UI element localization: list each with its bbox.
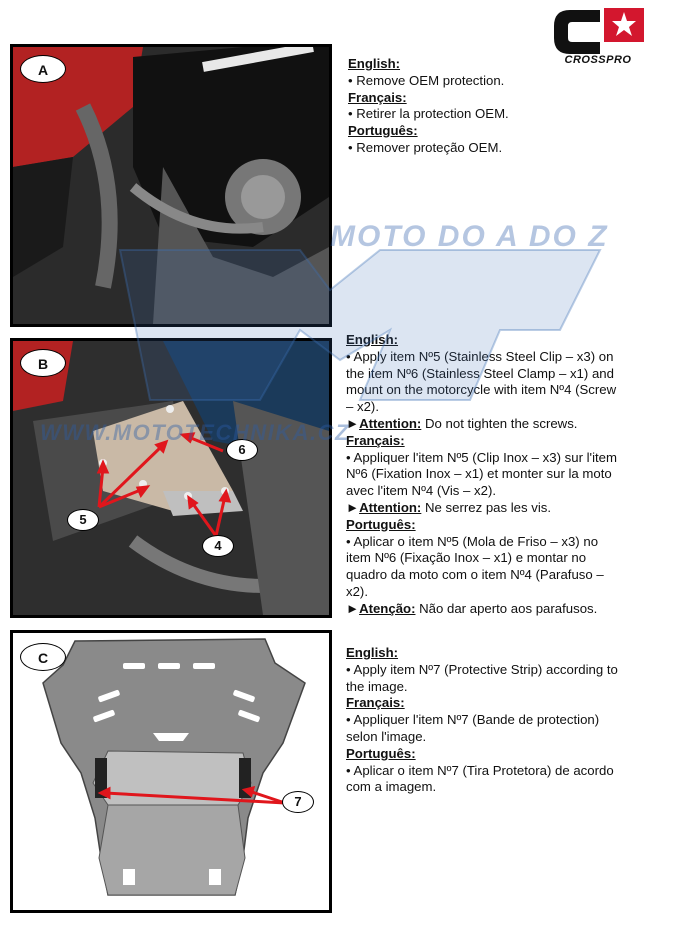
instruction-line: avec l'item Nº4 (Vis – x2). <box>346 483 497 499</box>
attention-text: Do not tighten the screws. <box>425 415 578 431</box>
instruction-line: • Apply item Nº7 (Protective Strip) according to <box>346 661 618 677</box>
attention-line: ►Atenção: Não dar aperto aos parafusos. <box>346 600 598 616</box>
step-badge-c: C <box>20 643 66 671</box>
instruction-line: • Remover proteção OEM. <box>348 139 503 155</box>
lang-english: English: <box>346 332 399 347</box>
callout-4: 4 <box>202 535 234 557</box>
callout-5: 5 <box>67 509 99 531</box>
instruction-line: the item Nº6 (Stainless Steel Clamp – x1) and <box>346 365 614 381</box>
instruction-line: • Appliquer l'item Nº7 (Bande de protection) <box>346 712 600 728</box>
instruction-line: item Nº6 (Fixação Inox – x1) e montar no <box>346 550 587 566</box>
step-c-instructions <box>346 645 668 796</box>
lang-portuguese: Português: <box>346 745 416 761</box>
step-badge-a: A <box>20 55 66 83</box>
step-b-instructions <box>346 332 668 618</box>
instruction-line: – x2). <box>346 399 379 415</box>
callout-6: 6 <box>226 439 258 461</box>
instruction-line: quadro da moto com o item Nº4 (Parafuso – <box>346 567 604 583</box>
motorcycle-engine-illustration <box>13 47 329 324</box>
attention-line: ►Attention: Do not tighten the screws. <box>346 415 578 431</box>
attention-label: Atenção: <box>359 600 416 616</box>
lang-french: Français: <box>346 695 405 711</box>
step-a-photo <box>10 44 332 327</box>
instruction-line: • Aplicar o item Nº7 (Tira Protetora) de acordo <box>346 762 614 778</box>
step-b-photo <box>10 338 332 618</box>
attention-label: Attention: <box>359 415 422 431</box>
instruction-line: • Apply item Nº5 (Stainless Steel Clip – x3) on <box>346 348 614 364</box>
lang-english: English: <box>346 645 399 660</box>
instruction-line: • Appliquer l'item Nº5 (Clip Inox – x3) sur l'item <box>346 449 617 465</box>
step-a-instructions <box>348 56 668 157</box>
lang-french: Français: <box>346 432 405 448</box>
instruction-line: Nº6 (Fixation Inox – x1) et monter sur la moto <box>346 466 612 482</box>
lang-portuguese: Português: <box>346 516 416 532</box>
instruction-line: • Remove OEM protection. <box>348 72 505 88</box>
lang-english: English: <box>348 56 401 71</box>
callout-7: 7 <box>282 791 314 813</box>
instruction-line: • Retirer la protection OEM. <box>348 106 509 122</box>
step-badge-b: B <box>20 349 66 377</box>
lang-portuguese: Português: <box>348 123 418 139</box>
attention-text: Não dar aperto aos parafusos. <box>419 600 598 616</box>
lang-french: Français: <box>348 89 407 105</box>
logo-text: CROSSPRO <box>564 54 632 66</box>
instruction-line: mount on the motorcycle with item Nº4 (Screw <box>346 382 617 398</box>
skid-plate-illustration <box>13 633 329 910</box>
instruction-line: the image. <box>346 678 408 694</box>
instruction-line: • Aplicar o item Nº5 (Mola de Friso – x3) no <box>346 533 599 549</box>
mounting-bracket-illustration <box>13 341 329 615</box>
instruction-line: com a imagem. <box>346 779 437 795</box>
step-c-illustration <box>10 630 332 913</box>
attention-text: Ne serrez pas les vis. <box>425 499 552 515</box>
instruction-line: selon l'image. <box>346 728 427 744</box>
attention-line: ►Attention: Ne serrez pas les vis. <box>346 499 552 515</box>
attention-label: Attention: <box>359 499 422 515</box>
instruction-line: x2). <box>346 583 368 599</box>
watermark-line1: MOTO DO A DO Z <box>330 220 609 253</box>
watermark-line2: WWW.MOTOTECHNIKA.CZ <box>40 420 350 445</box>
